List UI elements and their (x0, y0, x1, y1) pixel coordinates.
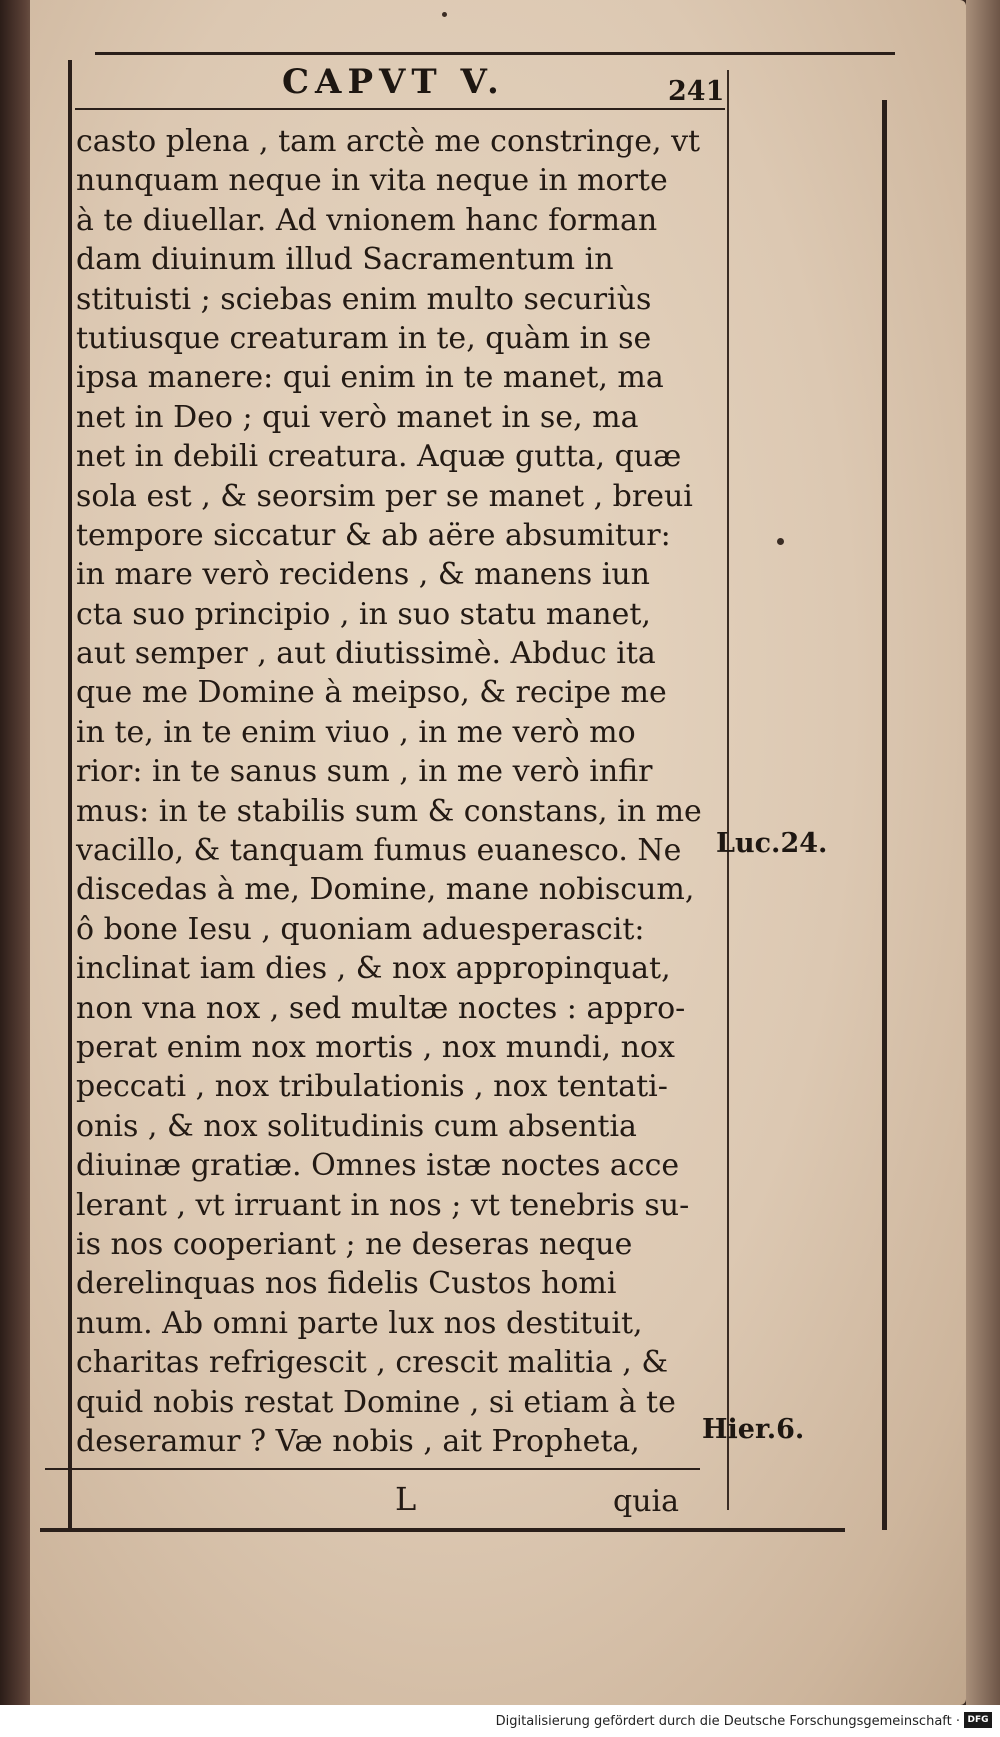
text-line: tutiusque creaturam in te, quàm in se (76, 320, 652, 356)
text-line: non vna nox , sed multæ noctes : appro- (76, 990, 686, 1026)
text-column-rule (727, 70, 729, 1510)
text-line: in mare verò recidens , & manens iun (76, 557, 650, 593)
text-line: à te diuellar. Ad vnionem hanc forman (76, 202, 658, 238)
text-line: net in Deo ; qui verò manet in se, ma (76, 399, 639, 435)
text-line: sola est , & seorsim per se manet , breui (76, 478, 693, 514)
text-line: peccati , nox tribulationis , nox tentati- (76, 1069, 668, 1105)
text-line: aut semper , aut diutissimè. Abduc ita (76, 636, 656, 672)
catchword: quia (613, 1484, 680, 1519)
text-line: is nos cooperiant ; ne deseras neque (76, 1226, 633, 1262)
text-line: in te, in te enim viuo , in me verò mo (76, 714, 636, 750)
text-line: que me Domine à meipso, & recipe me (76, 675, 667, 711)
header-rule (75, 108, 725, 110)
dfg-logo: DFG (964, 1712, 992, 1728)
text-line: derelinquas nos fidelis Custos homi (76, 1266, 617, 1302)
text-line: ipsa manere: qui enim in te manet, ma (76, 360, 664, 396)
text-line: rior: in te sanus sum , in me verò infir (76, 754, 653, 790)
footer-credit: Digitalisierung gefördert durch die Deutsche Forschungsgemeinschaft · (495, 1714, 960, 1729)
marginal-reference-luke: Luc.24. (716, 828, 828, 859)
text-line: diuinæ gratiæ. Omnes istæ noctes acce (76, 1148, 680, 1184)
text-line: discedas à me, Domine, mane nobiscum, (76, 872, 695, 908)
bottom-text-rule (45, 1468, 700, 1470)
body-text (76, 122, 726, 1461)
text-line: mus: in te stabilis sum & constans, in me (76, 793, 702, 829)
bottom-frame-rule (40, 1528, 845, 1532)
text-line: ô bone Iesu , quoniam aduesperascit: (76, 911, 645, 947)
text-line: num. Ab omni parte lux nos destituit, (76, 1305, 643, 1341)
running-head: CAPVT V. (282, 62, 505, 102)
text-line: nunquam neque in vita neque in morte (76, 163, 668, 199)
text-line: quid nobis restat Domine , si etiam à te (76, 1384, 676, 1420)
text-line: charitas refrigescit , crescit malitia , & (76, 1345, 669, 1381)
text-line: tempore siccatur & ab aëre absumitur: (76, 517, 671, 553)
text-line: perat enim nox mortis , nox mundi, nox (76, 1029, 675, 1065)
text-line: net in debili creatura. Aquæ gutta, quæ (76, 439, 682, 475)
text-line: vacillo, & tanquam fumus euanesco. Ne (76, 833, 682, 869)
text-line: onis , & nox solitudinis cum absentia (76, 1108, 637, 1144)
text-line: dam diuinum illud Sacramentum in (76, 242, 614, 278)
page-edge (966, 0, 1000, 1737)
text-line: deseramur ? Væ nobis , ait Propheta, (76, 1423, 640, 1459)
text-line: stituisti ; sciebas enim multo securiùs (76, 281, 652, 317)
text-line: lerant , vt irruant in nos ; vt tenebris su- (76, 1187, 690, 1223)
text-line: inclinat iam dies , & nox appropinquat, (76, 951, 671, 987)
top-rule (95, 52, 895, 55)
text-line: cta suo principio , in suo statu manet, (76, 596, 651, 632)
ink-speck (442, 12, 447, 17)
left-frame-rule (68, 60, 72, 1530)
text-line: casto plena , tam arctè me constringe, vt (76, 124, 701, 159)
marginal-reference-jeremiah: Hier.6. (702, 1414, 805, 1445)
right-frame-rule (882, 100, 887, 1530)
page-number: 241 (668, 76, 725, 107)
signature-mark: L (395, 1480, 417, 1518)
ink-speck (777, 538, 784, 545)
